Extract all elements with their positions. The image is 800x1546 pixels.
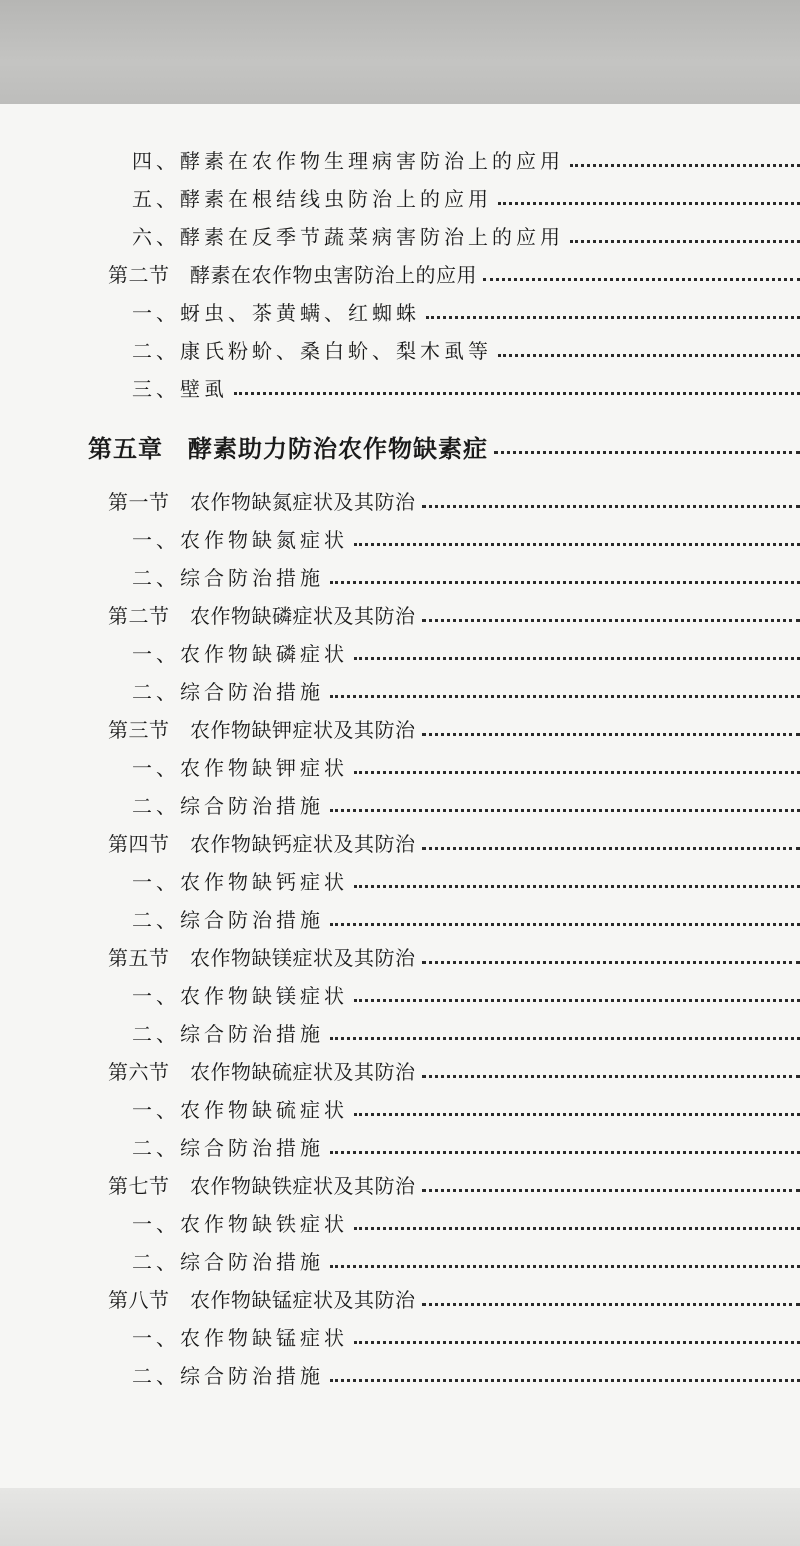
toc-item-entry bbox=[0, 865, 800, 895]
leader-dots bbox=[422, 1075, 800, 1078]
leader-dots bbox=[354, 543, 800, 546]
toc-item-entry bbox=[0, 979, 800, 1009]
toc-section-entry bbox=[0, 1283, 800, 1313]
toc-section-entry bbox=[0, 941, 800, 971]
leader-dots bbox=[330, 1265, 800, 1268]
toc-entry-title: 第八节 农作物缺锰症状及其防治 bbox=[108, 1287, 416, 1312]
toc-entry-title: 二、综合防治措施 bbox=[132, 1021, 324, 1046]
leader-dots bbox=[498, 202, 800, 205]
toc-item-entry bbox=[0, 1321, 800, 1351]
toc-entry-title: 一、蚜虫、茶黄螨、红蜘蛛 bbox=[132, 300, 420, 325]
toc-item-entry bbox=[0, 1359, 800, 1389]
toc-item-entry bbox=[0, 1017, 800, 1047]
toc-section-entry bbox=[0, 1169, 800, 1199]
toc-item-entry bbox=[0, 1245, 800, 1275]
leader-dots bbox=[354, 885, 800, 888]
toc-entry-title: 二、综合防治措施 bbox=[132, 1135, 324, 1160]
toc-entry-title: 第五节 农作物缺镁症状及其防治 bbox=[108, 945, 416, 970]
toc-section-entry bbox=[0, 485, 800, 515]
toc-entry-title: 第一节 农作物缺氮症状及其防治 bbox=[108, 489, 416, 514]
leader-dots bbox=[354, 1113, 800, 1116]
toc-entry-title: 二、综合防治措施 bbox=[132, 679, 324, 704]
toc-item-entry bbox=[0, 220, 800, 250]
toc-entry-title: 一、农作物缺镁症状 bbox=[132, 983, 348, 1008]
leader-dots bbox=[422, 619, 800, 622]
leader-dots bbox=[570, 164, 800, 167]
toc-section-entry bbox=[0, 827, 800, 857]
toc-item-entry bbox=[0, 182, 800, 212]
leader-dots bbox=[422, 1189, 800, 1192]
leader-dots bbox=[234, 392, 800, 395]
leader-dots bbox=[498, 354, 800, 357]
toc-entry-title: 第四节 农作物缺钙症状及其防治 bbox=[108, 831, 416, 856]
leader-dots bbox=[570, 240, 800, 243]
leader-dots bbox=[354, 999, 800, 1002]
toc-entry-title: 一、农作物缺锰症状 bbox=[132, 1325, 348, 1350]
toc-item-entry bbox=[0, 1207, 800, 1237]
toc-item-entry bbox=[0, 675, 800, 705]
toc-item-entry bbox=[0, 523, 800, 553]
leader-dots bbox=[354, 771, 800, 774]
toc-entry-title: 第二节 农作物缺磷症状及其防治 bbox=[108, 603, 416, 628]
toc-item-entry bbox=[0, 1093, 800, 1123]
toc-section-entry bbox=[0, 713, 800, 743]
leader-dots bbox=[422, 961, 800, 964]
leader-dots bbox=[426, 316, 800, 319]
leader-dots bbox=[330, 1037, 800, 1040]
toc-entry-title: 第二节 酵素在农作物虫害防治上的应用 bbox=[108, 262, 477, 287]
toc-entry-title: 一、农作物缺钙症状 bbox=[132, 869, 348, 894]
toc-entry-title: 第六节 农作物缺硫症状及其防治 bbox=[108, 1059, 416, 1084]
page-bottom-edge bbox=[0, 1488, 800, 1546]
toc-item-entry bbox=[0, 334, 800, 364]
leader-dots bbox=[494, 451, 800, 454]
toc-entry-title: 第七节 农作物缺铁症状及其防治 bbox=[108, 1173, 416, 1198]
leader-dots bbox=[422, 733, 800, 736]
toc-entry-title: 二、康氏粉蚧、桑白蚧、梨木虱等 bbox=[132, 338, 492, 363]
toc-entry-title: 一、农作物缺氮症状 bbox=[132, 527, 348, 552]
toc-entry-title: 六、酵素在反季节蔬菜病害防治上的应用 bbox=[132, 224, 564, 249]
toc-item-entry bbox=[0, 372, 800, 402]
leader-dots bbox=[422, 847, 800, 850]
toc-section-entry bbox=[0, 1055, 800, 1085]
toc-section-entry bbox=[0, 258, 800, 288]
toc-entry-title: 二、综合防治措施 bbox=[132, 1249, 324, 1274]
toc-entry-title: 一、农作物缺铁症状 bbox=[132, 1211, 348, 1236]
leader-dots bbox=[354, 657, 800, 660]
toc-item-entry bbox=[0, 561, 800, 591]
leader-dots bbox=[330, 1151, 800, 1154]
toc-entry-title: 四、酵素在农作物生理病害防治上的应用 bbox=[132, 148, 564, 173]
leader-dots bbox=[422, 505, 800, 508]
toc-entry-title: 第三节 农作物缺钾症状及其防治 bbox=[108, 717, 416, 742]
page-top-shadow bbox=[0, 0, 800, 106]
toc-item-entry bbox=[0, 637, 800, 667]
leader-dots bbox=[330, 1379, 800, 1382]
leader-dots bbox=[422, 1303, 800, 1306]
toc-entry-title: 二、综合防治措施 bbox=[132, 907, 324, 932]
toc-entry-title: 二、综合防治措施 bbox=[132, 565, 324, 590]
leader-dots bbox=[354, 1341, 800, 1344]
leader-dots bbox=[483, 278, 800, 281]
toc-item-entry bbox=[0, 903, 800, 933]
leader-dots bbox=[330, 581, 800, 584]
toc-entry-title: 二、综合防治措施 bbox=[132, 1363, 324, 1388]
toc-item-entry bbox=[0, 1131, 800, 1161]
leader-dots bbox=[354, 1227, 800, 1230]
book-page bbox=[0, 104, 800, 1488]
toc-entry-title: 三、壁虱 bbox=[132, 376, 228, 401]
toc-chapter-entry bbox=[0, 426, 800, 466]
toc-entry-title: 一、农作物缺磷症状 bbox=[132, 641, 348, 666]
leader-dots bbox=[330, 809, 800, 812]
toc-entry-title: 一、农作物缺钾症状 bbox=[132, 755, 348, 780]
toc-entry-title: 五、酵素在根结线虫防治上的应用 bbox=[132, 186, 492, 211]
toc-item-entry bbox=[0, 789, 800, 819]
toc-item-entry bbox=[0, 144, 800, 174]
leader-dots bbox=[330, 923, 800, 926]
toc-section-entry bbox=[0, 599, 800, 629]
toc-item-entry bbox=[0, 296, 800, 326]
toc-entry-title: 一、农作物缺硫症状 bbox=[132, 1097, 348, 1122]
toc-entry-title: 二、综合防治措施 bbox=[132, 793, 324, 818]
leader-dots bbox=[330, 695, 800, 698]
toc-item-entry bbox=[0, 751, 800, 781]
toc-entry-title: 第五章 酵素助力防治农作物缺素症 bbox=[88, 434, 488, 463]
